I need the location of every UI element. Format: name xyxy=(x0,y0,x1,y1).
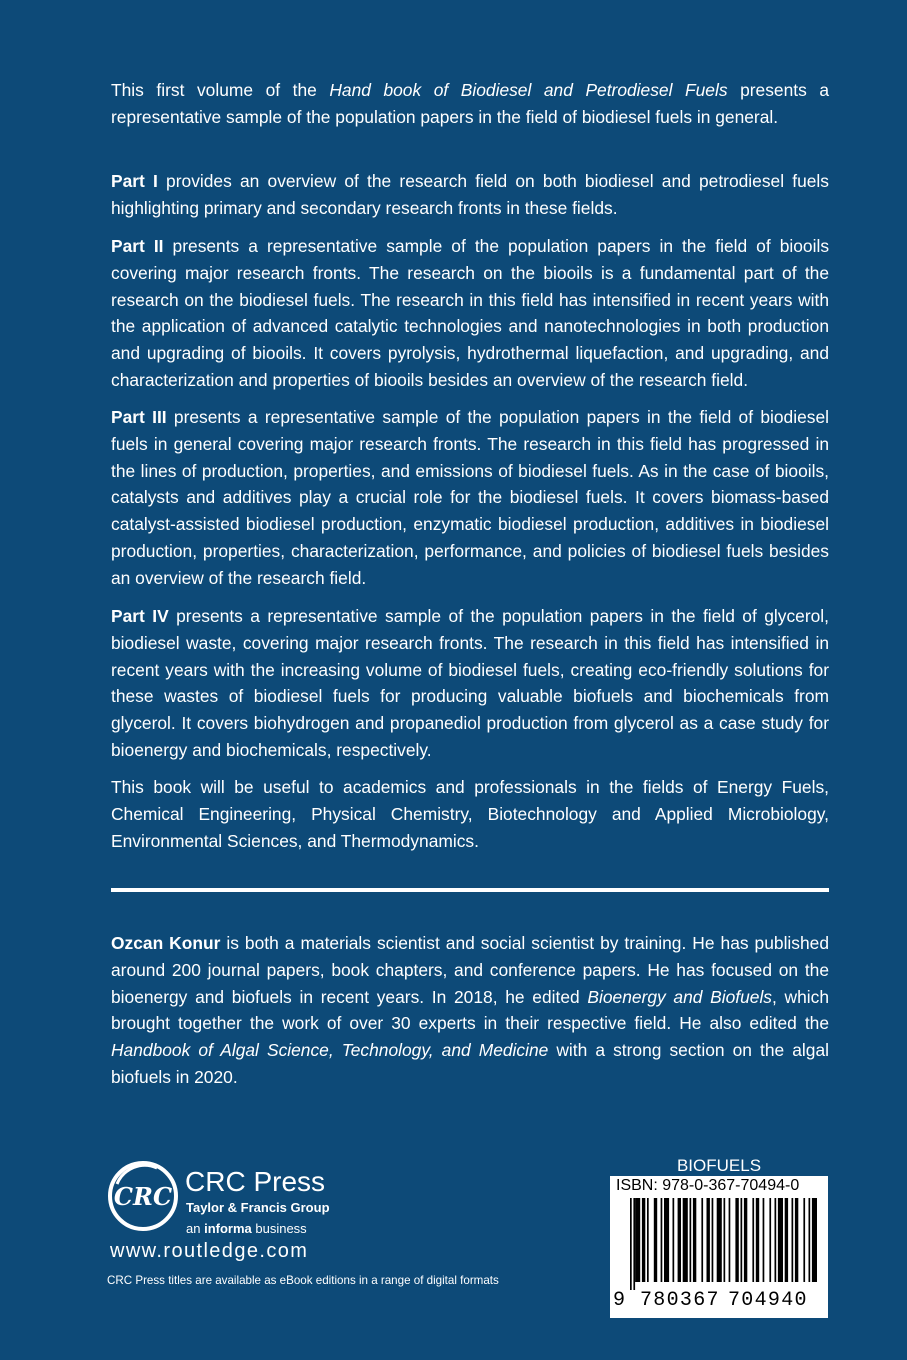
barcode-bar xyxy=(630,1198,632,1290)
barcode-bar xyxy=(642,1198,645,1282)
crc-logo-icon xyxy=(107,1160,179,1232)
barcode-icon xyxy=(616,1198,822,1290)
barcode-digit-lead: 9 xyxy=(613,1289,626,1312)
barcode-bar xyxy=(673,1198,675,1282)
barcode-bar xyxy=(752,1198,754,1282)
ebook-note: CRC Press titles are available as eBook editions in a range of digital formats xyxy=(107,1274,499,1287)
barcode-bar xyxy=(724,1198,726,1282)
part-4-text: presents a representative sample of the population papers in the field of glycerol, biodiesel waste, covering major research fronts. The research in this field has intensified in recent years with the increasing volume of biodiesel fuels, creating eco-friendly solutions for these wastes of biodiesel fuels for producing valuable biofuels and biochemicals from glycerol. It covers biohydrogen and propanediol production from glycerol as a case study for bioenergy and biochemicals, respectively. xyxy=(111,606,830,760)
barcode-bar xyxy=(683,1198,688,1282)
barcode-bar xyxy=(717,1198,722,1282)
intro-text-start: This first volume of the xyxy=(111,80,330,100)
barcode-bar xyxy=(654,1198,657,1282)
barcode-bar xyxy=(735,1198,738,1282)
barcode-bar xyxy=(664,1198,669,1282)
barcode-bar xyxy=(712,1198,714,1282)
barcode-bar xyxy=(635,1198,640,1282)
barcode-bar xyxy=(647,1198,649,1282)
crc-logo-text: CRC xyxy=(113,1182,173,1211)
barcode-bar xyxy=(785,1198,788,1282)
barcode-bar xyxy=(803,1198,805,1282)
barcode-box xyxy=(610,1176,828,1318)
publisher-name: CRC Press xyxy=(185,1166,326,1197)
publisher-informa xyxy=(186,1221,307,1237)
informa-suffix: business xyxy=(251,1221,307,1236)
informa-brand: informa xyxy=(204,1221,252,1236)
barcode-bar xyxy=(744,1198,747,1282)
publisher-block xyxy=(107,1160,527,1300)
barcode-bar xyxy=(690,1198,692,1282)
informa-prefix: an xyxy=(186,1221,205,1236)
part-1-label: Part I xyxy=(111,171,158,191)
part-1-paragraph xyxy=(111,168,829,222)
barcode-digits-group-2: 704940 xyxy=(728,1289,808,1312)
barcode-bar xyxy=(756,1198,759,1282)
section-divider xyxy=(111,888,829,892)
publisher-group: Taylor & Francis Group xyxy=(186,1200,330,1215)
barcode-bar xyxy=(678,1198,681,1282)
barcode-bar xyxy=(812,1198,817,1282)
barcode-bar xyxy=(795,1198,798,1282)
part-1-text: provides an overview of the research field on both biodiesel and petrodiesel fuels highlighting primary and secondary research fronts in these fields. xyxy=(111,171,829,218)
part-2-label: Part II xyxy=(111,236,164,256)
part-2-text: presents a representative sample of the population papers in the field of biooils covering major research fronts. The research on the biooils is a fundamental part of the research on the biodiesel fuels. The research in this field has intensified in recent years with the application of advanced catalytic technologies and nanotechnologies in both production and upgrading of biooils. It covers pyrolysis, hydrothermal liquefaction, and upgrading, and characterization and properties of biooils besides an overview of the research field. xyxy=(111,236,830,390)
part-4-label: Part IV xyxy=(111,606,169,626)
book-title: Hand book of Biodiesel and Petrodiesel Fuels xyxy=(329,80,728,100)
barcode-bar xyxy=(769,1198,771,1282)
part-3-text: presents a representative sample of the population papers in the field of biodiesel fuels in general covering major research fronts. The research in this field has progressed in the lines of production, properties, and emissions of biodiesel fuels. As in the case of biooils, catalysts and additives play a crucial role for the biodiesel fuels. It covers biomass-based catalyst-assisted biodiesel production, enzymatic biodiesel production, additives in biodiesel production, properties, characterization, performance, and policies of biodiesel fuels besides an overview of the research field. xyxy=(111,407,829,588)
barcode-bar xyxy=(792,1198,794,1282)
barcode-bar xyxy=(701,1198,703,1282)
barcode-bar xyxy=(633,1198,635,1290)
intro-text-end: presents a representative sample of the population papers in the field of biodiesel fuels in general. xyxy=(111,80,829,127)
intro-paragraph xyxy=(111,77,829,131)
author-book-1: Bioenergy and Biofuels xyxy=(587,986,772,1007)
part-4-paragraph xyxy=(111,603,829,764)
isbn-text: ISBN: 978-0-367-70494-0 xyxy=(616,1177,800,1194)
barcode-bar xyxy=(693,1198,696,1282)
barcode-bar xyxy=(775,1198,777,1282)
part-3-label: Part III xyxy=(111,407,167,427)
barcode-bar xyxy=(763,1198,765,1282)
author-bio-text-3: with a strong section on the algal biofuels in 2020. xyxy=(111,1040,829,1087)
author-name: Ozcan Konur xyxy=(111,933,221,953)
usefulness-paragraph: This book will be useful to academics and professionals in the fields of Energy Fuels, Chemical Engineering, Physical Chemistry, Biotechnology and Applied Microbiology, Environmental Sciences, and Thermodynamics. xyxy=(111,777,829,851)
author-bio-text-2: , which brought together the work of over 30 experts in their respective field. He also edited the xyxy=(111,986,829,1034)
author-bio-text-1: is both a materials scientist and social scientist by training. He has published around 200 journal papers, book chapters, and conference papers. He has focused on the bioenergy and biofuels in recent years. In 2018, he edited xyxy=(111,933,830,1007)
author-book-2: Handbook of Algal Science, Technology, and Medicine xyxy=(111,1040,549,1061)
part-2-paragraph xyxy=(111,233,829,394)
author-bio-paragraph xyxy=(111,930,829,1091)
barcode-bar xyxy=(661,1198,663,1282)
barcode-area xyxy=(610,1156,828,1318)
barcode-bar xyxy=(741,1198,743,1282)
barcode-digits-group-1: 780367 xyxy=(640,1289,720,1312)
barcode-bar xyxy=(707,1198,710,1282)
barcode-bar xyxy=(809,1198,811,1282)
subject-category: BIOFUELS xyxy=(676,1156,762,1175)
part-3-paragraph xyxy=(111,404,829,592)
barcode-bar xyxy=(778,1198,783,1282)
publisher-website: www.routledge.com xyxy=(110,1240,309,1262)
barcode-bar xyxy=(729,1198,731,1282)
